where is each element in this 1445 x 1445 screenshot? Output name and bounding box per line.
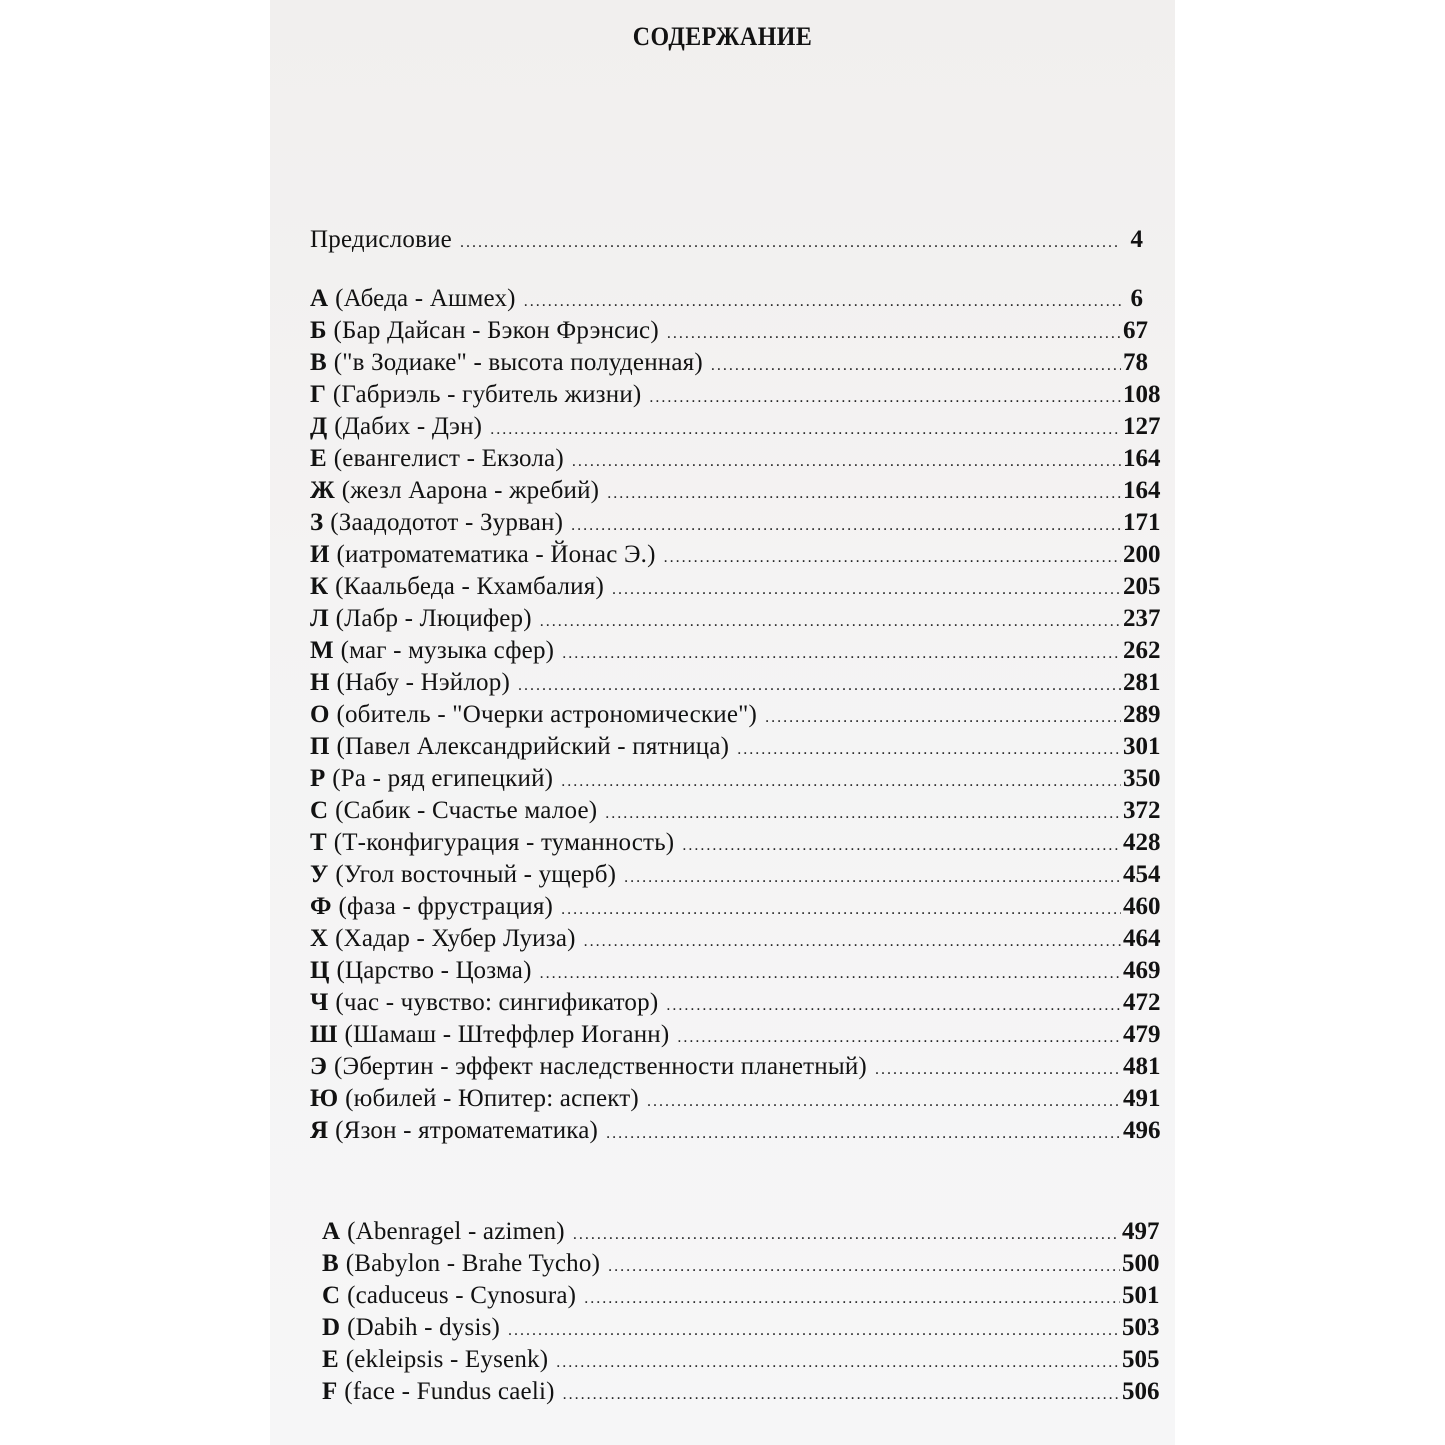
dot-leader xyxy=(563,1379,1120,1411)
toc-entry-latin-0 xyxy=(322,1216,1160,1248)
entry-letter: К xyxy=(310,573,329,600)
entry-range: (ekleipsis - Eysenk) xyxy=(345,1346,549,1373)
entry-range: (caduceus - Cynosura) xyxy=(347,1282,577,1309)
toc-entry-cyrillic-3 xyxy=(310,379,1161,411)
entry-range: (Павел Александрийский - пятница) xyxy=(336,733,730,760)
page-number: 350 xyxy=(1123,765,1161,792)
toc-entry-cyrillic-5 xyxy=(310,443,1161,475)
entry-range: (Язон - ятроматематика) xyxy=(335,1117,599,1144)
dot-leader xyxy=(572,446,1121,478)
toc-entry-latin-1 xyxy=(322,1248,1160,1280)
entry-range: (Лабр - Люцифер) xyxy=(335,605,532,632)
entry-range: (час - чувство: сингификатор) xyxy=(335,989,659,1016)
entry-range: (Abenragel - azimen) xyxy=(347,1218,565,1245)
dot-leader xyxy=(624,862,1121,894)
toc-entry-cyrillic-15 xyxy=(310,763,1161,795)
dot-leader xyxy=(561,894,1121,926)
entry-range: (обитель - "Очерки астрономические") xyxy=(336,701,758,728)
page-number: 506 xyxy=(1122,1378,1160,1405)
entry-range: (Babylon - Brahe Tycho) xyxy=(345,1250,601,1277)
toc-entry-cyrillic-4 xyxy=(310,411,1161,443)
page-number: 503 xyxy=(1122,1314,1160,1341)
dot-leader xyxy=(737,734,1121,766)
dot-leader xyxy=(647,1086,1121,1118)
entry-letter: Ж xyxy=(310,477,335,504)
page-number: 454 xyxy=(1123,861,1161,888)
dot-leader xyxy=(608,1251,1120,1283)
dot-leader xyxy=(711,350,1121,382)
entry-letter: С xyxy=(310,797,329,824)
page-number: 164 xyxy=(1123,445,1161,472)
dot-leader xyxy=(562,638,1121,670)
toc-entry-cyrillic-21 xyxy=(310,955,1161,987)
dot-leader xyxy=(556,1347,1120,1379)
entry-range: (фаза - фрустрация) xyxy=(338,893,554,920)
entry-letter: B xyxy=(322,1250,339,1277)
entry-range: (Ра - ряд египецкий) xyxy=(332,765,554,792)
entry-letter: A xyxy=(322,1218,341,1245)
entry-range: (маг - музыка сфер) xyxy=(340,637,555,664)
page-number: 501 xyxy=(1122,1282,1160,1309)
page-number: 497 xyxy=(1122,1218,1160,1245)
dot-leader xyxy=(540,958,1121,990)
dot-leader xyxy=(606,1118,1121,1150)
page-number: 4 xyxy=(1130,226,1143,253)
toc-entry-cyrillic-8 xyxy=(310,539,1161,571)
toc-entry-cyrillic-7 xyxy=(310,507,1161,539)
toc-entry-cyrillic-16 xyxy=(310,795,1161,827)
page-number: 6 xyxy=(1130,285,1143,312)
dot-leader xyxy=(607,478,1121,510)
entry-letter: У xyxy=(310,861,329,888)
page-number: 372 xyxy=(1123,797,1161,824)
entry-letter: Л xyxy=(310,605,329,632)
toc-entry-preface xyxy=(310,224,1143,256)
entry-range: (Абеда - Ашмех) xyxy=(335,285,516,312)
entry-letter: F xyxy=(322,1378,338,1405)
toc-entry-cyrillic-10 xyxy=(310,603,1161,635)
entry-letter: Е xyxy=(310,445,327,472)
latin-toc-list xyxy=(322,1216,1160,1408)
page-number: 200 xyxy=(1123,541,1161,568)
page-number: 500 xyxy=(1122,1250,1160,1277)
entry-range: (Бар Дайсан - Бэкон Фрэнсис) xyxy=(333,317,659,344)
entry-letter: О xyxy=(310,701,330,728)
entry-letter: М xyxy=(310,637,334,664)
entry-letter: Г xyxy=(310,381,326,408)
page-number: 464 xyxy=(1123,925,1161,952)
page-number: 237 xyxy=(1123,605,1161,632)
entry-range: (Заадодотот - Зурван) xyxy=(330,509,564,536)
page-number: 505 xyxy=(1122,1346,1160,1373)
toc-entry-latin-5 xyxy=(322,1376,1160,1408)
toc-entry-cyrillic-6 xyxy=(310,475,1161,507)
entry-range: (Угол восточный - ущерб) xyxy=(335,861,617,888)
entry-range: (Т-конфигурация - туманность) xyxy=(333,829,675,856)
page-number: 460 xyxy=(1123,893,1161,920)
toc-entry-cyrillic-14 xyxy=(310,731,1161,763)
entry-letter: Т xyxy=(310,829,327,856)
toc-entry-cyrillic-18 xyxy=(310,859,1161,891)
page-number: 491 xyxy=(1123,1085,1161,1112)
entry-letter: Б xyxy=(310,317,327,344)
entry-range: (юбилей - Юпитер: аспект) xyxy=(345,1085,639,1112)
dot-leader xyxy=(677,1022,1121,1054)
page-number: 171 xyxy=(1123,509,1161,536)
preface-section xyxy=(310,224,1143,256)
toc-entry-cyrillic-20 xyxy=(310,923,1161,955)
dot-leader xyxy=(664,542,1121,574)
dot-leader xyxy=(540,606,1121,638)
page-number: 469 xyxy=(1123,957,1161,984)
entry-letter: Я xyxy=(310,1117,329,1144)
toc-entry-cyrillic-11 xyxy=(310,635,1161,667)
entry-range: (жезл Аарона - жребий) xyxy=(341,477,600,504)
toc-entry-cyrillic-13 xyxy=(310,699,1161,731)
dot-leader xyxy=(584,926,1121,958)
dot-leader xyxy=(518,670,1121,702)
page-number: 481 xyxy=(1123,1053,1161,1080)
dot-leader xyxy=(666,990,1121,1022)
entry-letter: П xyxy=(310,733,330,760)
page-number: 496 xyxy=(1123,1117,1161,1144)
entry-range: ("в Зодиаке" - высота полуденная) xyxy=(333,349,703,376)
entry-letter: Д xyxy=(310,413,328,440)
entry-range: (Набу - Нэйлор) xyxy=(336,669,510,696)
dot-leader xyxy=(682,830,1121,862)
dot-leader xyxy=(573,1219,1120,1251)
toc-entry-cyrillic-25 xyxy=(310,1083,1161,1115)
entry-letter: Ц xyxy=(310,957,330,984)
dot-leader xyxy=(875,1054,1121,1086)
entry-range: (Эбертин - эффект наследственности планетный) xyxy=(333,1053,867,1080)
dot-leader xyxy=(490,414,1121,446)
entry-letter: Ч xyxy=(310,989,329,1016)
entry-letter: З xyxy=(310,509,324,536)
entry-range: (Габриэль - губитель жизни) xyxy=(332,381,642,408)
entry-range: (Царство - Цозма) xyxy=(336,957,532,984)
dot-leader xyxy=(524,286,1121,318)
toc-entry-latin-2 xyxy=(322,1280,1160,1312)
entry-letter: Р xyxy=(310,765,326,792)
entry-letter: D xyxy=(322,1314,341,1341)
toc-entry-cyrillic-22 xyxy=(310,987,1161,1019)
page-number: 281 xyxy=(1123,669,1161,696)
page-number: 479 xyxy=(1123,1021,1161,1048)
entry-range: (Шамаш - Штеффлер Иоганн) xyxy=(344,1021,670,1048)
dot-leader xyxy=(561,766,1121,798)
entry-letter: Х xyxy=(310,925,329,952)
page-number: 78 xyxy=(1123,349,1148,376)
toc-entry-cyrillic-12 xyxy=(310,667,1161,699)
dot-leader xyxy=(612,574,1121,606)
dot-leader xyxy=(649,382,1121,414)
dot-leader xyxy=(584,1283,1120,1315)
toc-entry-latin-3 xyxy=(322,1312,1160,1344)
entry-letter: В xyxy=(310,349,327,376)
page-number: 164 xyxy=(1123,477,1161,504)
entry-range: (Хадар - Хубер Луиза) xyxy=(335,925,576,952)
entry-range: (иатроматематика - Йонас Э.) xyxy=(336,541,656,568)
entry-range: (Сабик - Счастье малое) xyxy=(335,797,598,824)
entry-range: (Дабих - Дэн) xyxy=(334,413,483,440)
dot-leader xyxy=(765,702,1121,734)
toc-entry-cyrillic-0 xyxy=(310,283,1143,315)
toc-entry-cyrillic-1 xyxy=(310,315,1148,347)
toc-entry-cyrillic-19 xyxy=(310,891,1161,923)
page-title: СОДЕРЖАНИЕ xyxy=(632,22,813,51)
entry-label: Предисловие xyxy=(310,226,452,253)
page-number: 301 xyxy=(1123,733,1161,760)
page-number: 67 xyxy=(1123,317,1148,344)
entry-range: (face - Fundus caeli) xyxy=(344,1378,555,1405)
entry-letter: E xyxy=(322,1346,339,1373)
entry-letter: C xyxy=(322,1282,341,1309)
entry-letter: Ю xyxy=(310,1085,339,1112)
dot-leader xyxy=(667,318,1121,350)
dot-leader xyxy=(571,510,1121,542)
entry-letter: Н xyxy=(310,669,330,696)
dot-leader xyxy=(605,798,1121,830)
cyrillic-toc-list xyxy=(310,283,1161,1147)
page-number: 205 xyxy=(1123,573,1161,600)
toc-entry-cyrillic-26 xyxy=(310,1115,1161,1147)
page-number: 262 xyxy=(1123,637,1161,664)
entry-range: (евангелист - Екзола) xyxy=(333,445,564,472)
toc-entry-cyrillic-24 xyxy=(310,1051,1161,1083)
toc-entry-cyrillic-2 xyxy=(310,347,1148,379)
entry-letter: Э xyxy=(310,1053,327,1080)
entry-range: (Каальбеда - Кхамбалия) xyxy=(335,573,604,600)
entry-letter: Ш xyxy=(310,1021,338,1048)
toc-entry-cyrillic-17 xyxy=(310,827,1161,859)
book-page xyxy=(270,0,1175,1445)
toc-entry-cyrillic-9 xyxy=(310,571,1161,603)
page-number: 289 xyxy=(1123,701,1161,728)
entry-letter: Ф xyxy=(310,893,332,920)
entry-letter: И xyxy=(310,541,330,568)
dot-leader xyxy=(460,227,1121,259)
entry-range: (Dabih - dysis) xyxy=(347,1314,501,1341)
page-number: 108 xyxy=(1123,381,1161,408)
dot-leader xyxy=(508,1315,1120,1347)
page-number: 127 xyxy=(1123,413,1161,440)
toc-entry-latin-4 xyxy=(322,1344,1160,1376)
page-number: 428 xyxy=(1123,829,1161,856)
entry-letter: А xyxy=(310,285,329,312)
page-number: 472 xyxy=(1123,989,1161,1016)
toc-entry-cyrillic-23 xyxy=(310,1019,1161,1051)
